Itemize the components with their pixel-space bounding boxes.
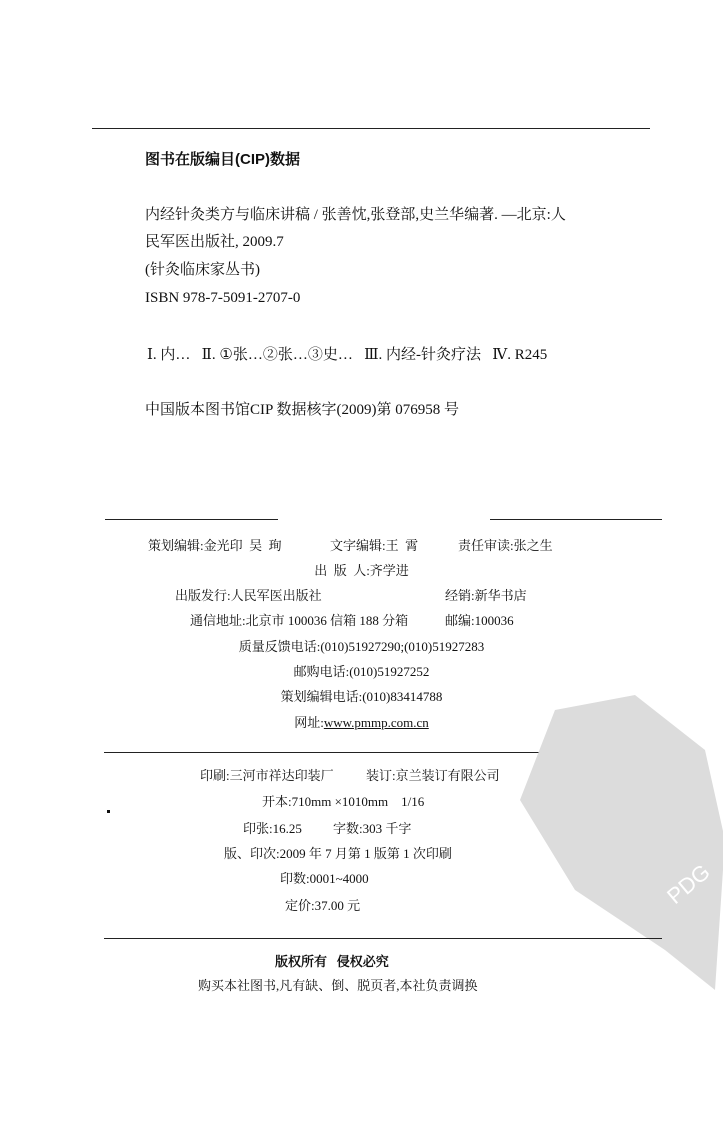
text-editor: 文字编辑:王 霄 — [330, 538, 419, 553]
cip-classification: Ⅰ. 内… Ⅱ. ①张…②张…③史… Ⅲ. 内经-针灸疗法 Ⅳ. R245 — [147, 347, 548, 363]
right-short-rule — [490, 519, 662, 520]
publisher-person: 出 版 人:齐学进 — [314, 563, 409, 578]
print-run: 印数:0001~4000 — [280, 871, 369, 886]
address: 通信地址:北京市 100036 信箱 188 分箱 — [190, 613, 409, 628]
cip-isbn: ISBN 978-7-5091-2707-0 — [145, 290, 301, 306]
word-count: 字数:303 千字 — [333, 821, 412, 836]
planning-editor: 策划编辑:金光印 吴 珣 — [148, 538, 282, 553]
copyright-notice: 版权所有 侵权必究 — [275, 954, 389, 969]
publisher: 出版发行:人民军医出版社 — [175, 588, 322, 603]
bottom-rule — [104, 938, 662, 939]
binder: 装订:京兰装订有限公司 — [366, 768, 500, 783]
format: 开本:710mm ×1010mm 1/16 — [262, 794, 425, 809]
printer: 印刷:三河市祥达印装厂 — [200, 768, 334, 783]
cip-number: 中国版本图书馆CIP 数据核字(2009)第 076958 号 — [145, 402, 460, 418]
cip-heading: 图书在版编目(CIP)数据 — [145, 151, 300, 168]
sheets: 印张:16.25 — [243, 821, 302, 836]
cip-title-line2: 民军医出版社, 2009.7 — [145, 234, 284, 250]
edition: 版、印次:2009 年 7 月第 1 版第 1 次印刷 — [224, 846, 452, 861]
top-rule — [92, 128, 650, 129]
cip-series: (针灸临床家丛书) — [145, 262, 260, 278]
website-label: 网址: — [294, 715, 324, 730]
price: 定价:37.00 元 — [285, 898, 361, 913]
watermark-seal — [515, 690, 723, 990]
replacement-notice: 购买本社图书,凡有缺、倒、脱页者,本社负责调换 — [198, 978, 478, 993]
proofreader: 责任审读:张之生 — [458, 538, 553, 553]
postcode: 邮编:100036 — [445, 613, 514, 628]
editor-phone: 策划编辑电话:(010)83414788 — [280, 689, 443, 704]
speck — [107, 810, 110, 813]
website-link[interactable]: www.pmmp.com.cn — [323, 715, 429, 730]
feedback-phone: 质量反馈电话:(010)51927290;(010)51927283 — [238, 639, 485, 654]
svg-text:PDG: PDG — [662, 859, 715, 909]
left-short-rule — [105, 519, 278, 520]
cip-title-line1: 内经针灸类方与临床讲稿 / 张善忱,张登部,史兰华编著. —北京:人 — [145, 207, 566, 223]
distributor: 经销:新华书店 — [445, 588, 527, 603]
mail-order-phone: 邮购电话:(010)51927252 — [293, 664, 430, 679]
